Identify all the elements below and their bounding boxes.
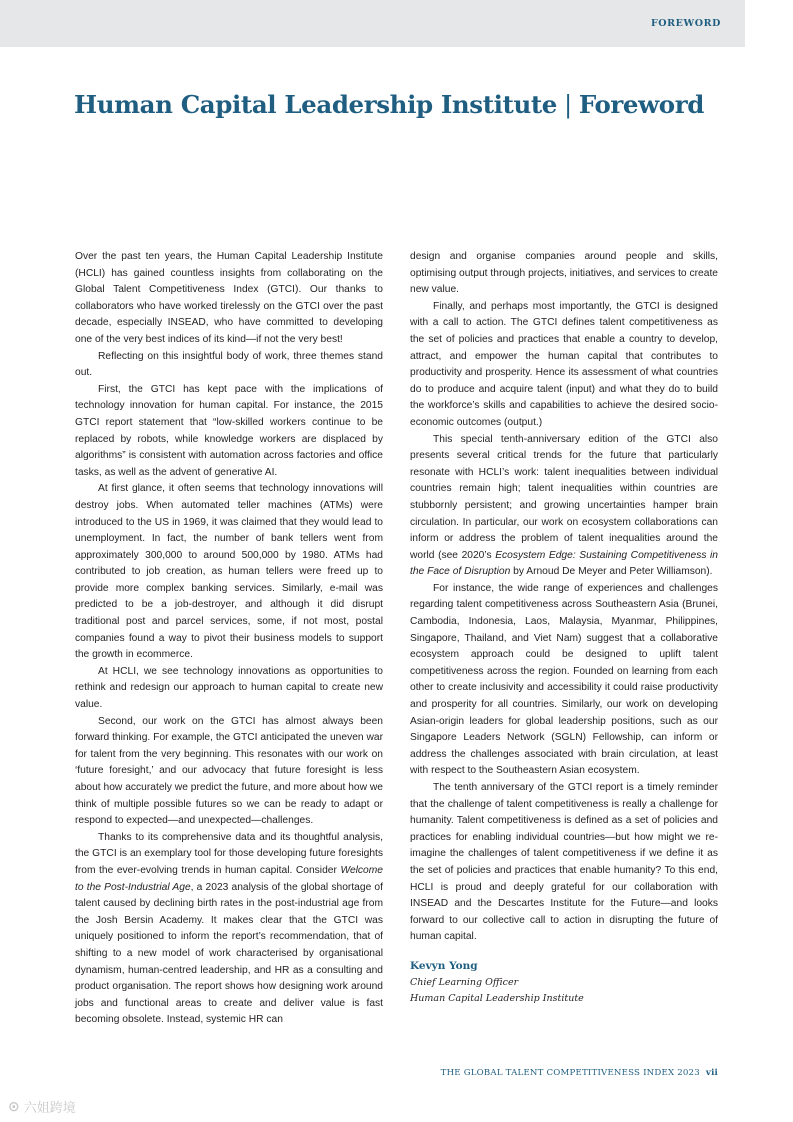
paragraph-text: Thanks to its comprehensive data and its thoughtful analysis, the GTCI is an exemplary tool for those developing future foresights from the ever-evolving trends in human capital. Consider: [75, 831, 383, 876]
title-org: Human Capital Leadership Institute: [74, 90, 557, 119]
paragraph: For instance, the wide range of experiences and challenges regarding talent competitiveness across Southeastern Asia (Brunei, Cambodia, Indonesia, Laos, Malaysia, Myanmar, Philippines, Singapore, Thailand, and Viet Nam) suggest that a collaborative ecosystem approach could be designed to uplift talent competitiveness across the region. Founded on learning from each other to create inclusivity and accessibility it could raise productivity and prosperity for all countries. Similarly, our work on developing Asian-origin leaders for global leadership positions, such as our Singapore Leaders Network (SGLN) Fellowship, can inform or address the challenges associated with brain circulation, at least with respect to the Southeastern Asian ecosystem.: [410, 582, 718, 777]
paragraph: Reflecting on this insightful body of work, three themes stand out.: [75, 350, 383, 379]
watermark: [8, 1097, 76, 1116]
watermark-text: 六姐跨境: [23, 1101, 76, 1116]
title-section: Foreword: [578, 90, 704, 119]
signature-block: [410, 958, 718, 1008]
paragraph: [410, 432, 718, 581]
paragraph: The tenth anniversary of the GTCI report is a timely reminder that the challenge of talent competitiveness is really a challenge for humanity. Talent competitiveness is defined as a set of policies and practices for enabling individual countries—but how might we re-imagine the challenges of talent competitiveness if we define it as the set of policies and practices that enable humanity? To this end, HCLI is proud and deeply grateful for our collaboration with INSEAD and the Descartes Institute for the Future—and looks forward to our collective call to action in disrupting the future of human capital.: [410, 782, 718, 943]
watermark-logo-icon: ⊙: [8, 1098, 20, 1115]
paragraph: At first glance, it often seems that technology innovations will destroy jobs. When automated teller machines (ATMs) were introduced to the US in 1969, it was claimed that they would lead to unemployment. In fact, the number of bank tellers went from approximately 300,000 to around 500,000 by 1980. ATMs had contributed to job creation, as human tellers were freed up to provide more complex banking services. Similarly, e-mail was predicted to be a job-destroyer, and although it did disrupt traditional post and parcel services, some, if not most, postal companies found a way to pivot their business models to support the growth in ecommerce.: [75, 483, 383, 661]
signatory-organisation: Human Capital Leadership Institute: [410, 993, 584, 1005]
section-label: FOREWORD: [650, 18, 721, 29]
paragraph: Second, our work on the GTCI has almost always been forward thinking. For example, the GTCI anticipated the uneven war for talent from the very beginning. This resonates with our work on ‘future foresight,’ and our advocacy that future foresight is less about how accurately we predict the future, and more about how we think of multiple possible futures so we can be ready to adapt or respond to expected—and unexpected—challenges.: [75, 715, 383, 827]
header-bar: [0, 0, 745, 47]
footer-report-title: THE GLOBAL TALENT COMPETITIVENESS INDEX 2023: [440, 1068, 700, 1078]
page-number: vii: [705, 1068, 718, 1078]
paragraph: Finally, and perhaps most importantly, the GTCI is designed with a call to action. The GTCI defines talent competitiveness as the set of policies and practices that enable a country to develop, attract, and empower the human capital that contributes to productivity and prosperity. Hence its assessment of what countries do to produce and acquire talent (input) and what they do to build the workforce’s skills and capabilities to achieve the desired socio-economic outcomes (output.): [410, 300, 718, 428]
paragraph: design and organise companies around people and skills, optimising output through projects, initiatives, and services to create new value.: [410, 251, 718, 296]
paragraph: At HCLI, we see technology innovations as opportunities to rethink and redesign our approach to human capital to create new value.: [75, 665, 383, 711]
paragraph: Over the past ten years, the Human Capital Leadership Institute (HCLI) has gained countless insights from collaborating on the Global Talent Competitiveness Index (GTCI). Our thanks to collaborators who have worked tirelessly on the GTCI over the past decade, especially INSEAD, who have committed to developing one of the very best indices of its kind—if not the very best!: [75, 251, 383, 345]
page-title: [74, 90, 704, 119]
paragraph: First, the GTCI has kept pace with the implications of technology innovation for human capital. For instance, the 2015 GTCI report statement that “low-skilled workers continue to be replaced by robots, while knowledge workers are displaced by algorithms” is consistent with automation across factories and office tasks, as well as the advent of generative AI.: [75, 383, 383, 478]
paragraph: [75, 830, 383, 1029]
left-column: [75, 249, 383, 1029]
right-column: [410, 249, 718, 1008]
paragraph-text: by Arnoud De Meyer and Peter Williamson).: [510, 566, 713, 578]
title-separator: |: [563, 90, 572, 119]
report-title-citation: Welcome to the Post-Industrial Age: [75, 864, 383, 893]
paragraph-text: , a 2023 analysis of the global shortage of talent caused by declining birth rates in the post-industrial age from the Josh Bersin Academy. It makes clear that the GTCI was uniquely positioned to inform the report’s recommendation, that of shifting to a new model of work characterised by organisational dynamism, human-centred leadership, and HR as a consulting and product organisation. The report shows how designing work around jobs and functional areas to create and deliver value is fast becoming obsolete. Instead, systemic HR can: [75, 881, 383, 1026]
paragraph-text: This special tenth-anniversary edition of the GTCI also presents several critical trends for the future that particularly resonate with HCLI’s work: talent inequalities between individual countries remain high; talent inequalities within countries are stubbornly persistent; and growing uncertainties hamper brain circulation. In particular, our work on ecosystem collaborations can inform or address the problem of talent inequalities around the world (see 2020’s: [410, 433, 718, 561]
signatory-name: Kevyn Yong: [410, 959, 478, 972]
book-title-citation: Ecosystem Edge: Sustaining Competitiveness in the Face of Disruption: [410, 549, 719, 578]
signatory-role: Chief Learning Officer: [410, 976, 519, 988]
page-footer: [441, 1068, 718, 1078]
